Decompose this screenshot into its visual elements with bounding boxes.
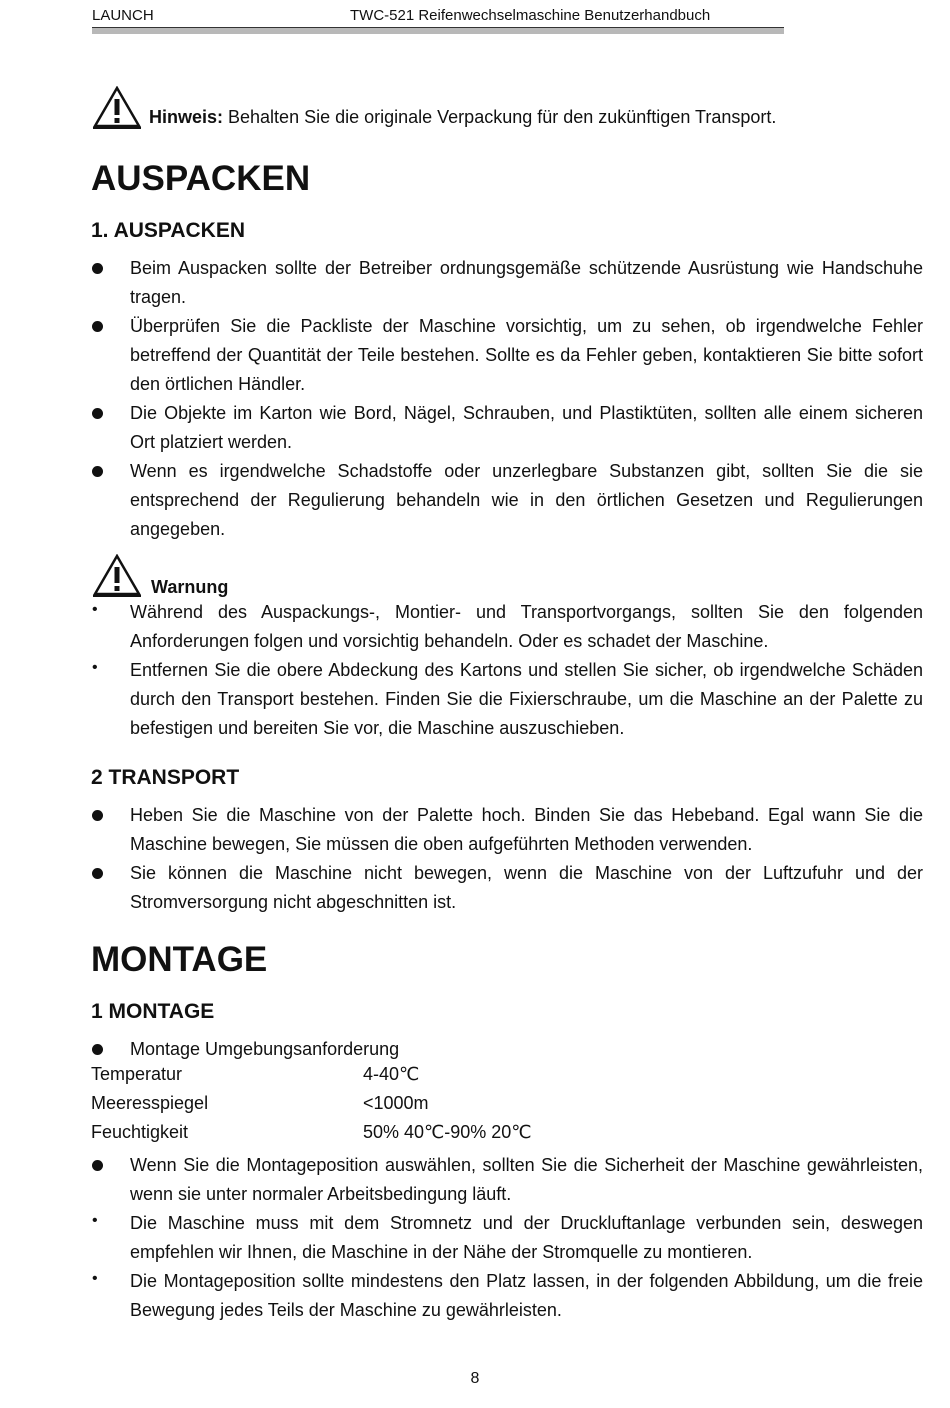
bullet-icon bbox=[92, 321, 103, 332]
montage-list bbox=[91, 1151, 923, 1325]
montage-env-list bbox=[91, 1035, 923, 1064]
list-item: Heben Sie die Maschine von der Palette hoch. Binden Sie das Hebeband. Egal wann Sie die Maschine bewegen, Sie müssen die oben aufgeführten Methoden verwenden. bbox=[91, 801, 923, 859]
spec-key: Feuchtigkeit bbox=[91, 1122, 189, 1142]
hinweis-note bbox=[91, 74, 923, 130]
hinweis-text bbox=[149, 107, 776, 128]
list-item: • Die Montageposition sollte mindestens den Platz lassen, in der folgenden Abbildung, um die freie Bewegung jedes Teils der Maschine zu gewährleisten. bbox=[91, 1267, 923, 1325]
environment-spec-table bbox=[91, 1064, 532, 1151]
header-brand: LAUNCH bbox=[92, 7, 154, 24]
spec-value: <1000m bbox=[363, 1093, 429, 1113]
bullet-icon bbox=[92, 868, 103, 879]
list-item: • Die Maschine muss mit dem Stromnetz und der Druckluftanlage verbunden sein, deswegen empfehlen wir Ihnen, die Maschine in der Nähe der Stromquelle zu montieren. bbox=[91, 1209, 923, 1267]
table-row bbox=[91, 1093, 532, 1122]
header-rule bbox=[92, 27, 784, 34]
list-item: Wenn Sie die Montageposition auswählen, sollten Sie die Sicherheit der Maschine gewährleisten, wenn sie unter normaler Arbeitsbedingung läuft. bbox=[91, 1151, 923, 1209]
bullet-icon bbox=[92, 1044, 103, 1055]
hinweis-body: Behalten Sie die originale Verpackung für den zukünftigen Transport. bbox=[223, 107, 777, 127]
table-row bbox=[91, 1122, 532, 1151]
bullet-icon bbox=[92, 1160, 103, 1171]
warning-triangle-icon bbox=[91, 554, 143, 598]
bullet-icon bbox=[92, 466, 103, 477]
spec-key: Meeresspiegel bbox=[91, 1093, 209, 1113]
section-title-auspacken: AUSPACKEN bbox=[91, 159, 311, 198]
bullet-icon bbox=[92, 408, 103, 419]
warning-note bbox=[91, 550, 923, 598]
small-bullet-icon: • bbox=[92, 1212, 98, 1229]
header-document-title: TWC-521 Reifenwechselmaschine Benutzerhandbuch bbox=[350, 7, 711, 24]
small-bullet-icon: • bbox=[92, 601, 98, 618]
bullet-icon bbox=[92, 263, 103, 274]
list-item: Montage Umgebungsanforderung bbox=[91, 1035, 923, 1064]
warning-triangle-icon bbox=[91, 86, 143, 130]
spec-key: Temperatur bbox=[91, 1064, 183, 1084]
hinweis-label: Hinweis: bbox=[149, 107, 224, 127]
table-row bbox=[91, 1064, 532, 1093]
subsection-title-montage: 1 MONTAGE bbox=[91, 1000, 215, 1023]
small-bullet-icon: • bbox=[92, 1270, 98, 1287]
list-item: • Entfernen Sie die obere Abdeckung des Kartons und stellen Sie sicher, ob irgendwelche Schäden durch den Transport bestehen. Finden Sie die Fixierschraube, um die Maschine an der Palette zu befestigen und bereiten Sie vor, die Maschine auszuschieben. bbox=[91, 656, 923, 743]
page-content bbox=[91, 74, 923, 1325]
spec-value: 50% 40℃-90% 20℃ bbox=[363, 1122, 532, 1142]
bullet-icon bbox=[92, 810, 103, 821]
list-item: Wenn es irgendwelche Schadstoffe oder unzerlegbare Substanzen gibt, sollten Sie die sie entsprechend der Regulierung behandeln wie in den örtlichen Gesetzen und Regulierungen angegeben. bbox=[91, 457, 923, 544]
list-item: Überprüfen Sie die Packliste der Maschine vorsichtig, um zu sehen, ob irgendwelche Fehler betreffend der Quantität der Teile bestehen. Sollte es da Fehler geben, kontaktieren Sie bitte sofort den örtlichen Händler. bbox=[91, 312, 923, 399]
warning-label: Warnung bbox=[151, 577, 229, 597]
transport-list bbox=[91, 801, 923, 917]
subsection-title-auspacken: 1. AUSPACKEN bbox=[91, 219, 246, 242]
list-item: Sie können die Maschine nicht bewegen, wenn die Maschine von der Luftzufuhr und der Stromversorgung nicht abgeschnitten ist. bbox=[91, 859, 923, 917]
list-item: • Während des Auspackungs-, Montier- und Transportvorgangs, sollten Sie den folgenden Anforderungen folgen und vorsichtig behandeln. Oder es schadet der Maschine. bbox=[91, 598, 923, 656]
list-item: Beim Auspacken sollte der Betreiber ordnungsgemäße schützende Ausrüstung wie Handschuhe tragen. bbox=[91, 254, 923, 312]
auspacken-list bbox=[91, 254, 923, 544]
section-title-montage: MONTAGE bbox=[91, 940, 268, 979]
warning-list bbox=[91, 598, 923, 743]
small-bullet-icon: • bbox=[92, 659, 98, 676]
page-header bbox=[92, 4, 784, 26]
list-item: Die Objekte im Karton wie Bord, Nägel, Schrauben, und Plastiktüten, sollten alle einem sicheren Ort platziert werden. bbox=[91, 399, 923, 457]
spec-value: 4-40℃ bbox=[363, 1064, 420, 1084]
subsection-title-transport: 2 TRANSPORT bbox=[91, 766, 240, 789]
page-number: 8 bbox=[470, 1370, 480, 1387]
